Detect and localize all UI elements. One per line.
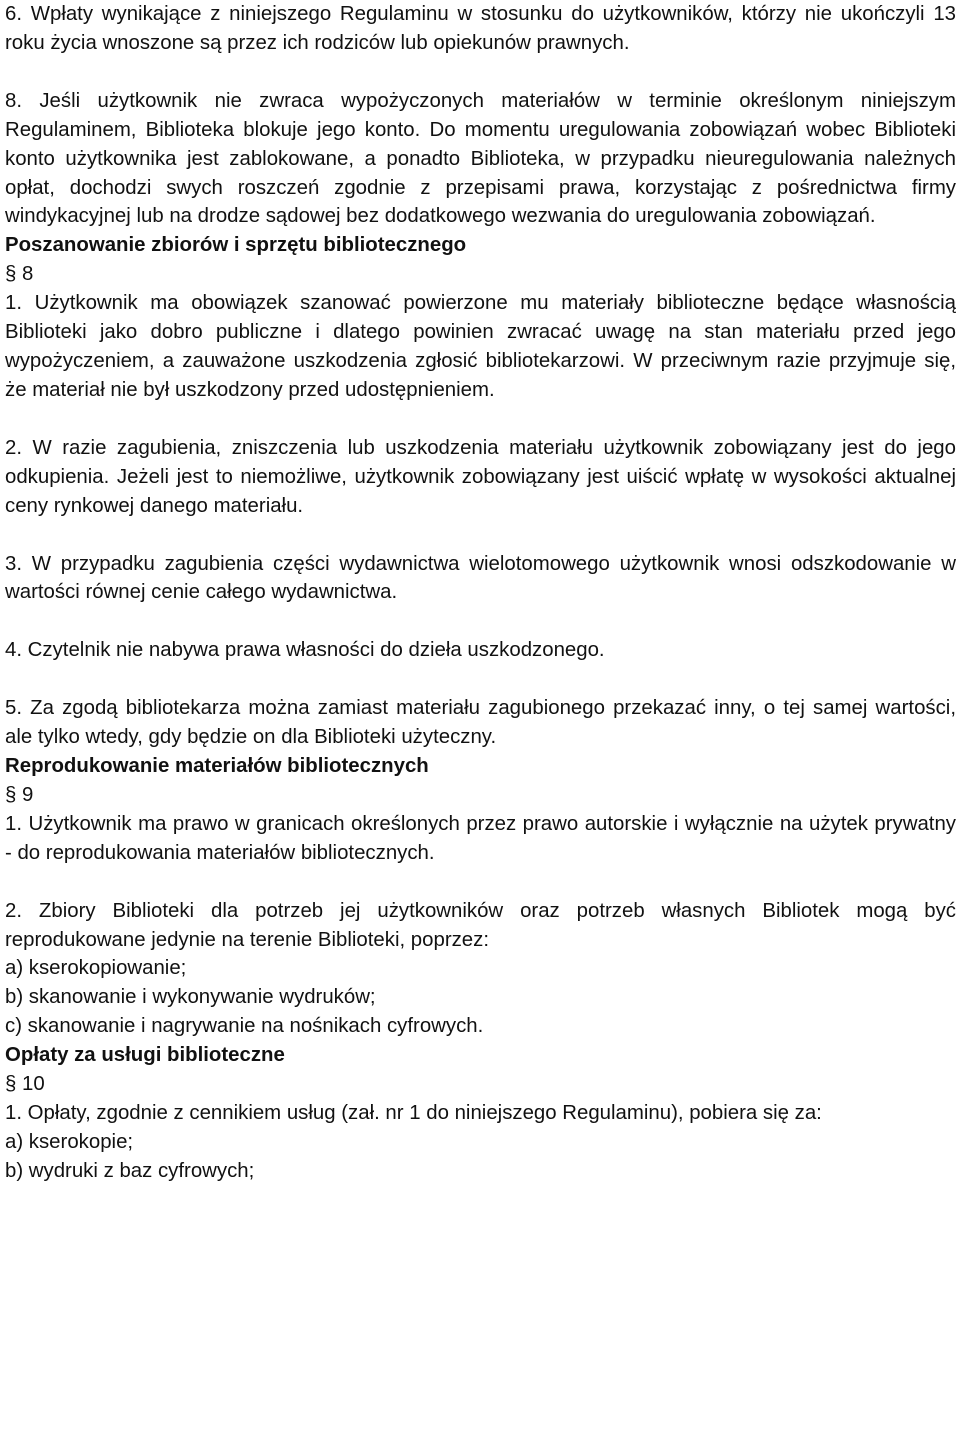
section-10-marker <box>5 1070 956 1099</box>
section-8-number: 8 <box>22 263 34 286</box>
section-sign-icon: § <box>5 783 23 806</box>
section-8-heading: Poszanowanie zbiorów i sprzętu bibliotecznego <box>5 234 467 257</box>
list-item: c) skanowanie i nagrywanie na nośnikach cyfrowych. <box>5 1015 484 1038</box>
section-10-heading: Opłaty za usługi biblioteczne <box>5 1044 285 1067</box>
list-item: a) kserokopie; <box>5 1130 134 1153</box>
section-9-point-1: 1. Użytkownik ma prawo w granicach określonych przez prawo autorskie i wyłącznie na użytek prywatny - do reprodukowania materiałów bibliotecznych. <box>5 812 956 864</box>
section-sign-icon: § <box>5 1073 23 1096</box>
section-10-point-1: 1. Opłaty, zgodnie z cennikiem usług (zał. nr 1 do niniejszego Regulaminu), pobiera się za: <box>5 1102 822 1124</box>
section-8-point-2: 2. W razie zagubienia, zniszczenia lub uszkodzenia materiału użytkownik zobowiązany jest do jego odkupienia. Jeżeli jest to niemożliwe, użytkownik zobowiązany jest uiścić wpłatę w wysokości aktualnej ceny rynkowej danego materiału. <box>5 436 956 517</box>
list-item: b) wydruki z baz cyfrowych; <box>5 1159 255 1182</box>
section-8-point-1: 1. Użytkownik ma obowiązek szanować powierzone mu materiały biblioteczne będące własnością Biblioteki jako dobro publiczne i dlatego powinien zwracać uwagę na stan materiału przed jego wypożyczeniem, a zauważone uszkodzenia zgłosić bibliotekarzowi. W przeciwnym razie przyjmuje się, że materiał nie był uszkodzony przed udostępnieniem. <box>5 292 956 401</box>
list-item: a) kserokopiowanie; <box>5 957 187 980</box>
list-item: b) skanowanie i wykonywanie wydruków; <box>5 986 376 1009</box>
section-9-number: 9 <box>22 783 34 806</box>
document-page <box>5 0 956 1186</box>
section-10-number: 10 <box>22 1073 45 1096</box>
section-8-point-4: 4. Czytelnik nie nabywa prawa własności do dzieła uszkodzonego. <box>5 639 605 662</box>
paragraph-6: 6. Wpłaty wynikające z niniejszego Regulaminu w stosunku do użytkowników, którzy nie ukończyli 13 roku życia wnoszone są przez ich rodziców lub opiekunów prawnych. <box>5 3 956 54</box>
section-8-point-3: 3. W przypadku zagubienia części wydawnictwa wielotomowego użytkownik wnosi odszkodowanie w wartości równej cenie całego wydawnictwa. <box>5 552 956 604</box>
section-8-marker <box>5 260 956 289</box>
section-9-point-2: 2. Zbiory Biblioteki dla potrzeb jej użytkowników oraz potrzeb własnych Bibliotek mogą być reprodukowane jedynie na terenie Biblioteki, poprzez: <box>5 899 956 951</box>
section-8-point-5: 5. Za zgodą bibliotekarza można zamiast materiału zagubionego przekazać inny, o tej samej wartości, ale tylko wtedy, gdy będzie on dla Biblioteki użyteczny. <box>5 697 956 749</box>
section-9-marker <box>5 781 956 810</box>
paragraph-8: 8. Jeśli użytkownik nie zwraca wypożyczonych materiałów w terminie określonym niniejszym Regulaminem, Biblioteka blokuje jego konto. Do momentu uregulowania zobowiązań wobec Biblioteki konto użytkownika jest zablokowane, a ponadto Biblioteka, w przypadku nieuregulowania należnych opłat, dochodzi swych roszczeń zgodnie z przepisami prawa, korzystając z pośrednictwa firmy windykacyjnej lub na drodze sądowej bez dodatkowego wezwania do uregulowania zobowiązań. <box>5 89 956 228</box>
section-9-heading: Reprodukowanie materiałów bibliotecznych <box>5 755 429 778</box>
section-sign-icon: § <box>5 263 23 286</box>
